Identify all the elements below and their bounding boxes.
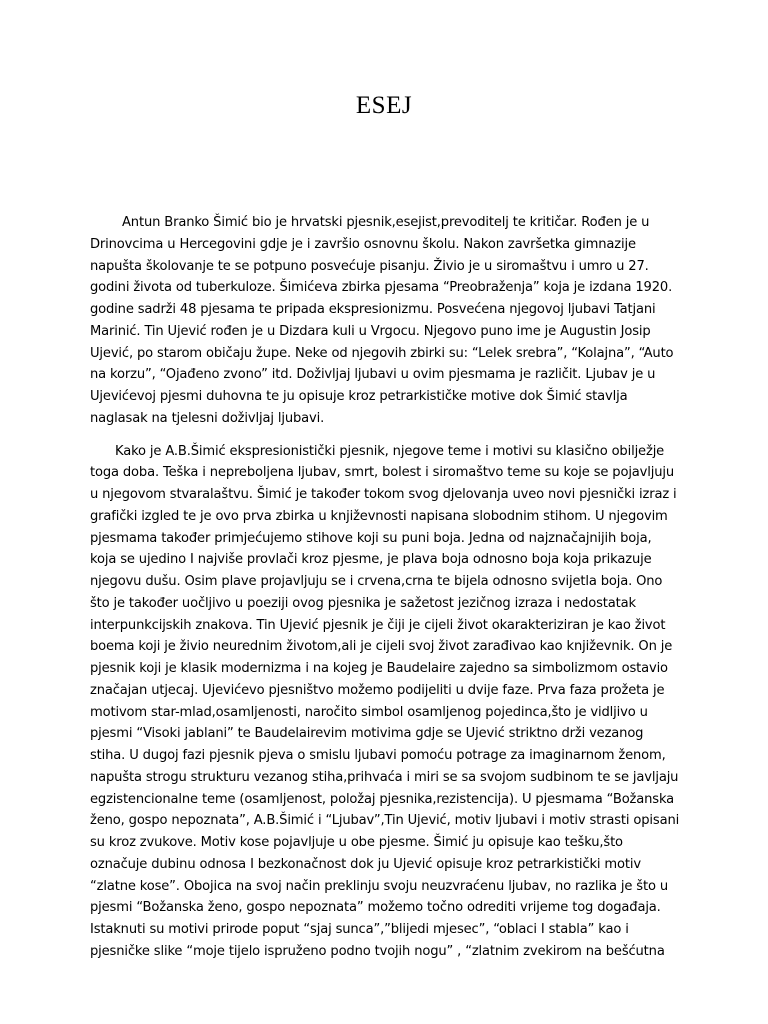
document-title: ESEJ [355,92,413,119]
paragraph-2: Kako je A.B.Šimić ekspresionistički pjesnik, njegove teme i motivi su klasično obilježje toga doba. Teška i nepreboljena ljubav, smrt, bolest i siromaštvo teme su koje se pojavljuju u njegovom stvaralaštvu. Šimić je također tokom svog djelovanja uveo novi pjesnički izraz i grafički izgled te je ovo prva zbirka u književnosti napisana slobodnim stihom. U njegovim pjesmama također primjećujemo stihove koji su puni boja. Jedna od najznačajnijih boja, koja se ujedino I najviše provlači kroz pjesme, je plava boja odnosno boja koja prikazuje njegovu dušu. Osim plave projavljuju se i crvena,crna te bijela odnosno svijetla boja. Ono što je također uočljivo u poeziji ovog pjesnika je sažetost jezičnog izraza i nedostatak interpunkcijskih znakova. Tin Ujević pjesnik je čiji je cijeli život okarakteriziran je kao život boema koji je živio neurednim životom,ali je cijeli svoj život zarađivao kao književnik. On je pjesnik koji je klasik modernizma i na kojeg je Baudelaire zajedno sa simbolizmom ostavio značajan utjecaj. Ujevićevo pjesništvo možemo podijeliti u dvije faze. Prva faza prožeta je motivom star-mlad,osamljenosti, naročito simbol osamljenog pojedinca,što je vidljivo u pjesmi “Visoki jablani” te Baudelairevim motivima gdje se Ujević striktno drži vezanog stiha. U dugoj fazi pjesnik pjeva o smislu ljubavi pomoću potrage za imaginarnom ženom, napušta strogu strukturu vezanog stiha,prihvaća i miri se sa svojom sudbinom te se javljaju egzistencionalne teme (osamljenost, položaj pjesnika,rezistencija). U pjesmama “Božanska ženo, gospo nepoznata”, A.B.Šimić i “Ljubav”,Tin Ujević, motiv ljubavi i motiv strasti opisani su kroz zvukove. Motiv kose pojavljuje u obe pjesme. Šimić ju opisuje kao tešku,što označuje dubinu odnosa I bezkonačnost dok ju Ujević opisuje kroz petrarkistički motiv “zlatne kose”. Obojica na svoj način preklinju svoju neuzvraćenu ljubav, no razlika je što u pjesmi “Božanska ženo, gospo nepoznata” možemo točno odrediti vrijeme tog događaja. Istaknuti su motivi prirode poput “sjaj sunca”,”blijedi mjesec”, “oblaci I stabla” kao i pjesničke slike “moje tijelo ispruženo podno tvojih nogu” , “zlatnim zvekirom na bešćutna [90,443,680,959]
document-body [90,212,680,963]
paragraph-1: Antun Branko Šimić bio je hrvatski pjesnik,esejist,prevoditelj te kritičar. Rođen je u Drinovcima u Hercegovini gdje je i završio osnovnu školu. Nakon završetka gimnazije napušta školovanje te se potpuno posvećuje pisanju. Živio je u siromaštvu i umro u 27. godini života od tuberkuloze. Šimićeva zbirka pjesama “Preobraženja” koja je izdana 1920. godine sadrži 48 pjesama te pripada ekspresionizmu. Posvećena njegovoj ljubavi Tatjani Marinić. Tin Ujević rođen je u Dizdara kuli u Vrgocu. Njegovo puno ime je Augustin Josip Ujević, po starom običaju župe. Neke od njegovih zbirki su: “Lelek srebra”, “Kolajna”, “Auto na korzu”, “Ojađeno zvono” itd. Doživljaj ljubavi u ovim pjesmama je različit. Ljubav je u Ujevićevoj pjesmi duhovna te ju opisuje kroz petrarkističke motive dok Šimić stavlja naglasak na tjelesni doživljaj ljubavi. [90,215,674,426]
